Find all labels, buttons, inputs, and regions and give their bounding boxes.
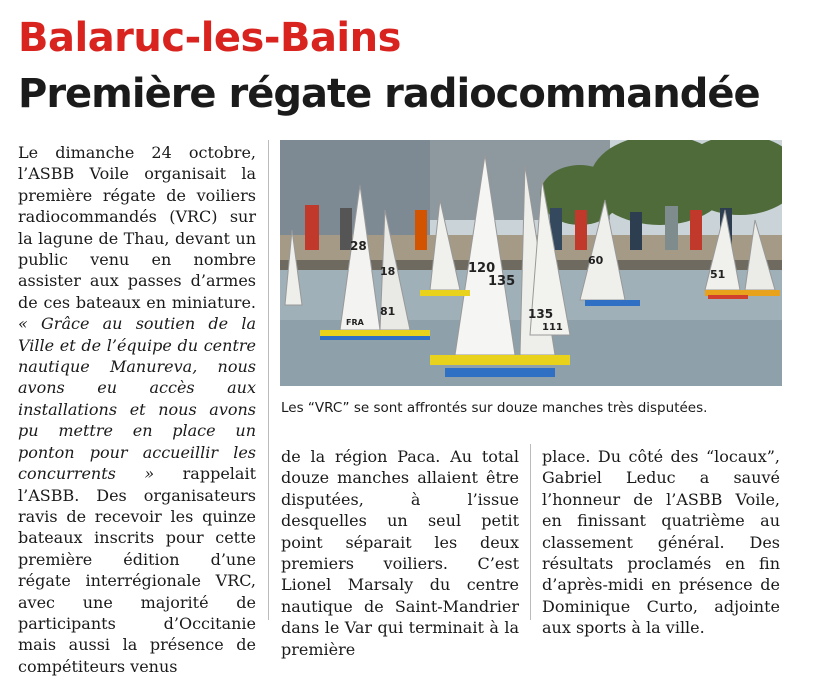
headline: Première régate radiocommandée xyxy=(18,71,760,117)
photo-caption: Les “VRC” se sont affrontés sur douze manches très disputées. xyxy=(281,400,708,416)
regatta-photo-illustration xyxy=(280,140,782,386)
sail-number: 51 xyxy=(710,268,726,281)
column-divider xyxy=(268,140,269,620)
article-quote: « Grâce au soutien de la Ville et de l’équipe du centre nautique Manureva, nous avons eu accès aux installations et nous avons pu mettre en place un ponton pour accueillir les concurrents » xyxy=(18,314,256,484)
article-column-2 xyxy=(281,446,519,660)
sail-country-code: FRA xyxy=(346,318,364,327)
article-text: Le dimanche 24 octobre, l’ASBB Voile organisait la première régate de voiliers radiocommandés (VRC) sur la lagune de Thau, devant un public venu en nombre assister aux passes d’armes de ces bateaux en miniature. « Grâce au soutien de la Ville et de l’équipe du centre nautique Manureva, nous avons eu accès aux installations et nous avons pu mettre en place un ponton pour accueillir les concurrents » rappelait l’ASBB. Des organisateurs ravis de recevoir les quinze bateaux inscrits pour cette première édition d’une régate interrégionale VRC, avec une majorité de participants d’Occitanie mais aussi la présence de compétiteurs venus xyxy=(18,143,256,676)
sail-number: 28 xyxy=(350,239,367,253)
sail-number: 135 xyxy=(488,274,516,289)
sail-number: 18 xyxy=(380,265,396,278)
article-column-3 xyxy=(542,446,780,639)
sail-number: 120 xyxy=(468,261,496,276)
sail-number: 135 xyxy=(528,307,554,321)
sail-number: 60 xyxy=(588,254,604,267)
sail-number: 111 xyxy=(542,322,563,333)
article-text: place. Du côté des “locaux”, Gabriel Leduc a sauvé l’honneur de l’ASBB Voile, en finissant quatrième au classement général. Des résultats proclamés en fin d’après-midi en présence de Dominique Curto, adjointe aux sports à la ville. xyxy=(542,447,780,638)
column-divider xyxy=(530,444,531,620)
sail-number: 81 xyxy=(380,305,396,318)
article-text: de la région Paca. Au total douze manches allaient être disputées, à l’issue desquelles un seul petit point séparait les deux premiers voiliers. C’est Lionel Marsaly du centre nautique de Saint-Mandrier dans le Var qui terminait à la première xyxy=(281,447,519,659)
kicker-location: Balaruc-les-Bains xyxy=(18,15,401,61)
regatta-photo xyxy=(280,140,782,386)
article-column-1 xyxy=(18,142,256,677)
